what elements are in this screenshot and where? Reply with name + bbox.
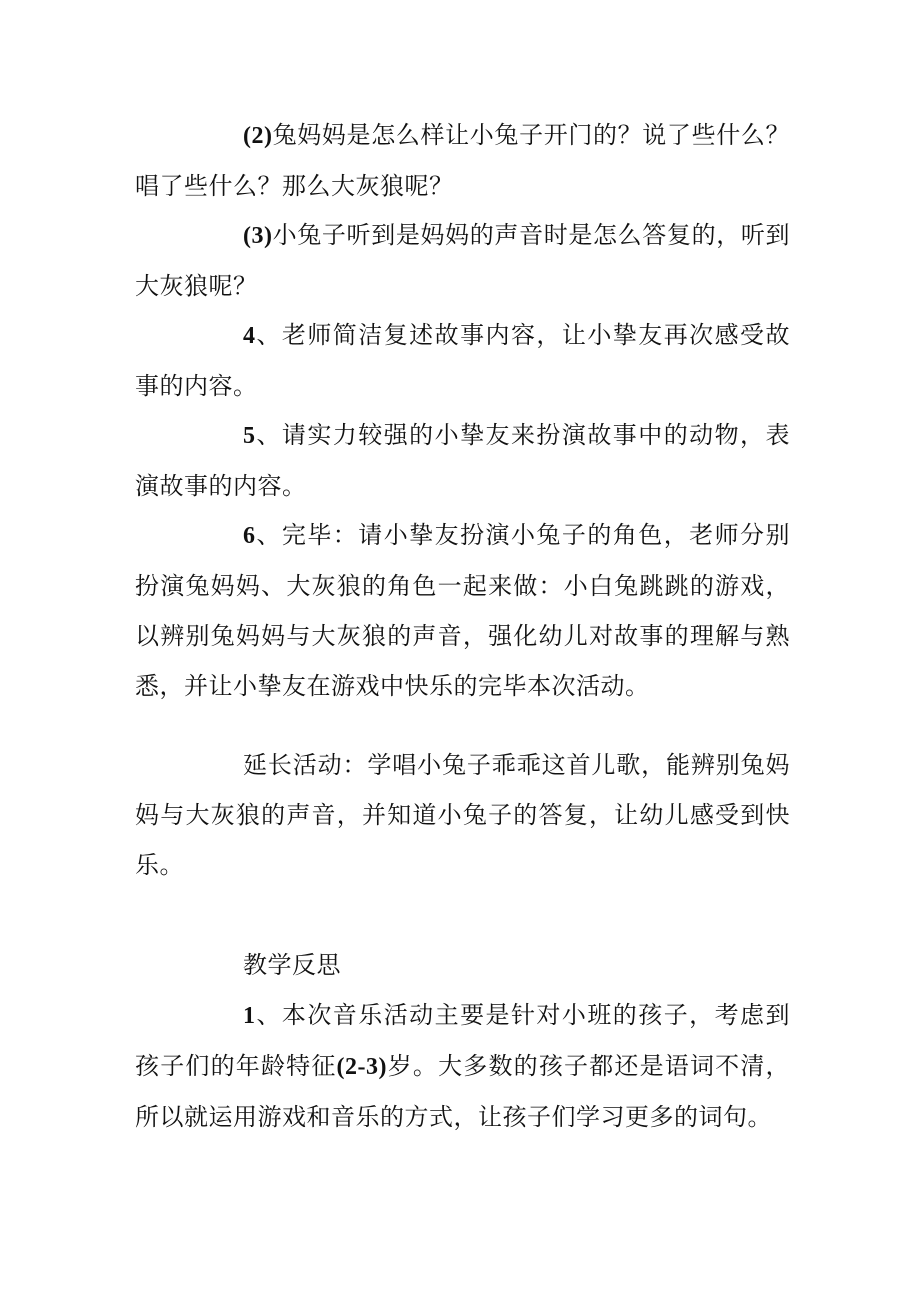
paragraph-reflection-1 <box>135 990 790 1142</box>
heading-text: 教学反思 <box>243 951 341 979</box>
age-range: (2-3) <box>336 1054 387 1080</box>
item-number: (3) <box>243 223 273 249</box>
paragraph-step-4 <box>135 310 790 411</box>
item-number: (2) <box>243 123 273 149</box>
paragraph-text: 、请实力较强的小挚友来扮演故事中的动物，表演故事的内容。 <box>135 421 790 500</box>
paragraph-text: 、完毕：请小挚友扮演小兔子的角色，老师分别扮演兔妈妈、大灰狼的角色一起来做：小白兔跳跳的游戏，以辨别兔妈妈与大灰狼的声音，强化幼儿对故事的理解与熟悉，并让小挚友在游戏中快乐的完毕本次活动。 <box>135 521 790 700</box>
paragraph-extension-activity <box>135 740 790 890</box>
item-number: 6 <box>243 523 256 549</box>
paragraph-text: 小兔子听到是妈妈的声音时是怎么答复的，听到大灰狼呢？ <box>135 221 790 300</box>
item-number: 1 <box>243 1003 256 1029</box>
paragraph-text: 岁。大多数的孩子都还是语词不清，所以就运用游戏和音乐的方式，让孩子们学习更多的词句。 <box>135 1052 791 1131</box>
item-number: 5 <box>243 423 256 449</box>
item-number: 4 <box>243 323 256 349</box>
paragraph-question-3 <box>135 210 790 311</box>
reflection-heading <box>135 940 790 990</box>
paragraph-step-5 <box>135 410 790 511</box>
paragraph-step-6 <box>135 510 790 711</box>
paragraph-text: 兔妈妈是怎么样让小兔子开门的？说了些什么？唱了些什么？那么大灰狼呢？ <box>135 121 790 200</box>
paragraph-text: 、本次音乐活动主要是针对小班的孩子，考虑到孩子们的年龄特征 <box>135 1001 790 1080</box>
paragraph-text: 、老师简洁复述故事内容，让小挚友再次感受故事的内容。 <box>135 321 790 400</box>
paragraph-question-2 <box>135 110 790 211</box>
paragraph-text: 延长活动：学唱小兔子乖乖这首儿歌，能辨别兔妈妈与大灰狼的声音，并知道小兔子的答复，让幼儿感受到快乐。 <box>135 751 790 879</box>
